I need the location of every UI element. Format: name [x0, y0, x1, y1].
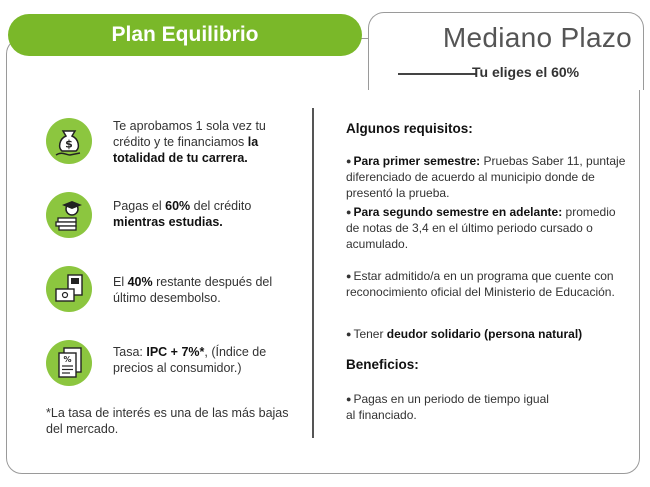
- interest-note: *La tasa de interés es una de las más bajas del mercado.: [46, 406, 289, 436]
- term-title: Mediano Plazo: [442, 22, 632, 53]
- cash-payment-icon: [46, 266, 92, 312]
- requirement-second-semester: ● Para segundo semestre en adelante: promedio de notas de 3,4 en el último periodo cursado o acumulado.: [346, 205, 616, 251]
- column-divider: [312, 108, 314, 438]
- plan-title: Plan Equilibrio: [8, 14, 362, 56]
- feature-interest-rate: Tasa: IPC + 7%*, (Índice de precios al consumidor.): [113, 345, 267, 375]
- svg-text:%: %: [63, 355, 72, 364]
- feature-full-financing: Te aprobamos 1 sola vez tu crédito y te financiamos la totalidad de tu carrera.: [113, 119, 266, 165]
- feature-pay-while-studying: Pagas el 60% del crédito mientras estudias.: [113, 199, 252, 229]
- term-rule: [398, 73, 476, 75]
- requirements-heading: Algunos requisitos:: [346, 121, 473, 136]
- term-subtitle: Tu eliges el 60%: [472, 64, 580, 80]
- requirement-cosigner: ● Tener deudor solidario (persona natural): [346, 327, 583, 341]
- svg-text:$: $: [65, 137, 73, 151]
- benefits-heading: Beneficios:: [346, 357, 419, 372]
- document-percent-icon: [46, 340, 92, 386]
- feature-remaining-payment: El 40% restante después del último desembolso.: [113, 275, 273, 305]
- student-books-icon: [46, 192, 92, 238]
- requirement-admitted: ● Estar admitido/a en un programa que cuente con reconocimiento oficial del Ministerio de Educación.: [346, 269, 615, 299]
- benefit-item: ● Pagas en un periodo de tiempo igual al financiado.: [346, 392, 549, 422]
- requirement-first-semester: ● Para primer semestre: Pruebas Saber 11, puntaje diferenciado de acuerdo al municipio donde de presentó la prueba.: [346, 154, 626, 200]
- money-bag-hand-icon: [46, 118, 92, 164]
